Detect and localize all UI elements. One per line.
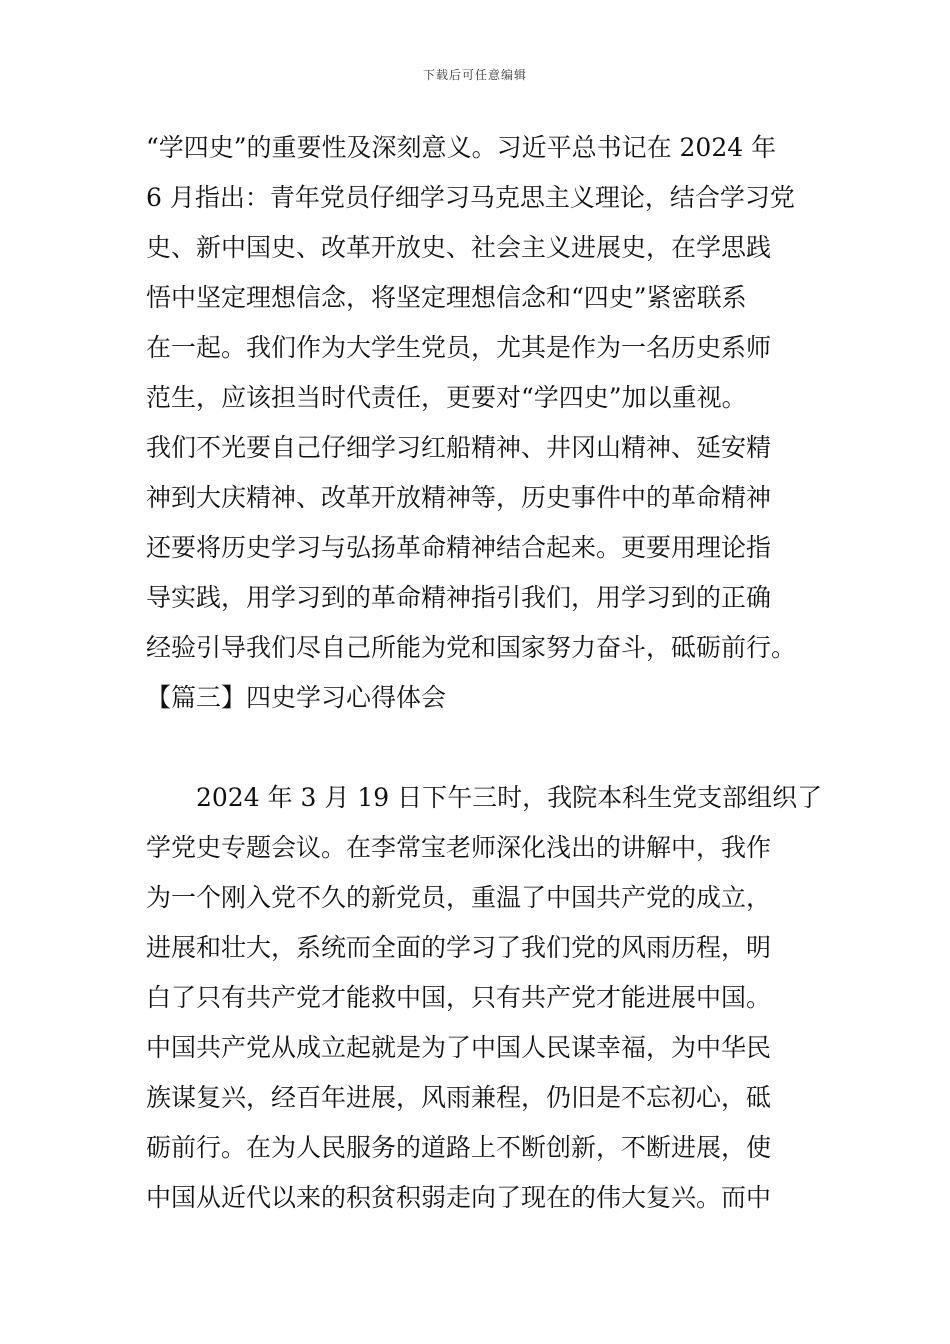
paragraph-line: 神到大庆精神、改革开放精神等，历史事件中的革命精神 [146,483,772,512]
paragraph-line: 进展和壮大，系统而全面的学习了我们党的风雨历程，明 [146,933,772,962]
paragraph-line: 还要将历史学习与弘扬革命精神结合起来。更要用理论指 [146,533,772,562]
paragraph-line: 2024 年 3 月 19 日下午三时，我院本科生党支部组织了 [196,783,823,812]
paragraph-line: 为一个刚入党不久的新党员，重温了中国共产党的成立， [146,883,772,912]
paragraph-line: 史、新中国史、改革开放史、社会主义进展史，在学思践 [146,233,772,262]
paragraph-line: 我们不光要自己仔细学习红船精神、井冈山精神、延安精 [146,433,772,462]
paragraph-line: 学党史专题会议。在李常宝老师深化浅出的讲解中，我作 [146,833,772,862]
paragraph-line: 中国共产党从成立起就是为了中国人民谋幸福，为中华民 [146,1033,772,1062]
section-1-body [146,123,811,723]
paragraph-line: 6 月指出：青年党员仔细学习马克思主义理论，结合学习党 [146,183,795,212]
paragraph-line: “学四史”的重要性及深刻意义。习近平总书记在 2024 年 [146,133,777,162]
paragraph-line: 范生，应该担当时代责任，更要对“学四史”加以重视。 [146,383,747,412]
paragraph-line: 砺前行。在为人民服务的道路上不断创新，不断进展，使 [146,1133,772,1162]
paragraph-line: 悟中坚定理想信念，将坚定理想信念和“四史”紧密联系 [146,283,747,312]
section-3-body [146,773,823,1223]
paragraph-line: 中国从近代以来的积贫积弱走向了现在的伟大复兴。而中 [146,1183,772,1212]
paragraph-line: 导实践，用学习到的革命精神指引我们，用学习到的正确 [146,583,772,612]
paragraph-line: 白了只有共产党才能救中国，只有共产党才能进展中国。 [146,983,772,1012]
header-note: 下载后可任意编辑 [422,68,527,82]
paragraph-line: 在一起。我们作为大学生党员，尤其是作为一名历史系师 [146,333,772,362]
paragraph-line: 经验引导我们尽自己所能为党和国家努力奋斗，砥砺前行。 [146,633,797,662]
paragraph-line: 族谋复兴，经百年进展，风雨兼程，仍旧是不忘初心，砥 [146,1083,772,1112]
section-heading: 【篇三】四史学习心得体会 [146,683,447,712]
